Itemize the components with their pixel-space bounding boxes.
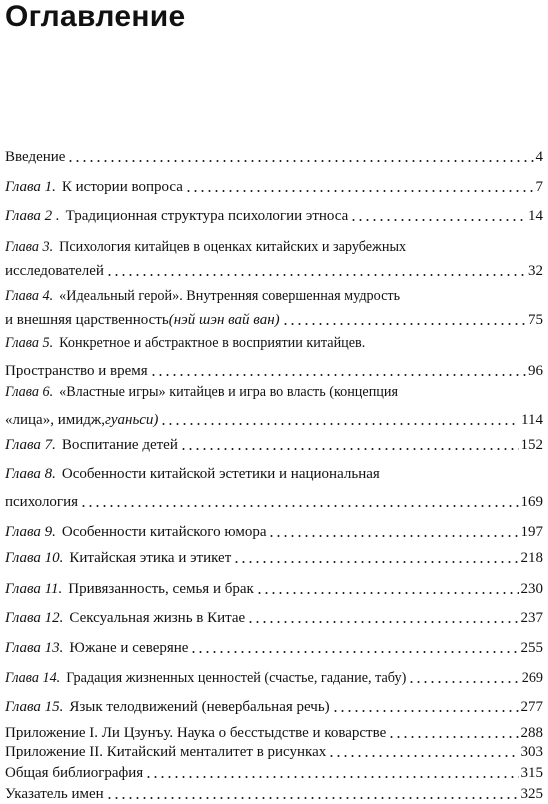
entry-title: Приложение II. Китайский менталитет в рисунках (5, 744, 327, 760)
toc-line (5, 177, 543, 197)
dot-leader (256, 591, 519, 595)
page-number: 325 (520, 786, 543, 802)
page-number: 169 (520, 494, 543, 510)
page-number: 197 (520, 524, 543, 540)
page-number: 152 (520, 437, 543, 453)
page-number: 4 (535, 149, 543, 165)
chapter-number: Глава 12. (5, 610, 64, 626)
chapter-number: Глава 6. (5, 384, 54, 400)
chapter-number: Глава 10. (5, 550, 64, 566)
dot-leader (247, 620, 518, 624)
entry-title: Психология китайцев в оценках китайских и зарубежных (59, 239, 407, 255)
page-number: 230 (520, 581, 543, 597)
chapter-number: Глава 3. (5, 239, 54, 255)
page-number: 114 (521, 412, 543, 428)
entry-title: Сексуальная жизнь в Китае (69, 610, 246, 626)
entry-title: исследователей (5, 263, 104, 279)
page-number: 269 (521, 670, 543, 686)
page-number: 7 (535, 179, 543, 195)
toc-line (5, 548, 543, 568)
dot-leader (328, 754, 518, 758)
toc-line (5, 286, 543, 306)
page-number: 14 (528, 208, 543, 224)
dot-leader (180, 447, 519, 451)
toc-line (5, 522, 543, 542)
toc-line (5, 579, 543, 599)
dot-leader (408, 680, 519, 684)
page-number: 255 (520, 640, 543, 656)
dot-leader (106, 796, 519, 800)
chapter-number: Глава 8. (5, 466, 56, 482)
chapter-number: Глава 15. (5, 699, 64, 715)
entry-title: Китайская этика и этикет (69, 550, 232, 566)
entry-title-italic: гуаньси) (105, 412, 159, 428)
entry-title: «Идеальный герой». Внутренняя совершенная мудрость (59, 288, 401, 304)
toc-line (5, 410, 543, 430)
entry-title: Градация жизненных ценностей (счастье, гадание, табу) (66, 670, 407, 686)
chapter-number: Глава 1. (5, 179, 56, 195)
toc-line (5, 310, 543, 330)
toc-line (5, 261, 543, 281)
toc-line (5, 742, 543, 762)
dot-leader (388, 735, 518, 739)
entry-title: Южане и северяне (69, 640, 189, 656)
dot-leader (350, 218, 526, 222)
page-number: 277 (520, 699, 543, 715)
dot-leader (190, 650, 518, 654)
toc-line (5, 361, 543, 381)
chapter-number: Глава 13. (5, 640, 64, 656)
page-number: 32 (528, 263, 543, 279)
page-number: 237 (520, 610, 543, 626)
entry-title: «лица», имидж, (5, 412, 105, 428)
toc-line (5, 638, 543, 658)
chapter-number: Глава 4. (5, 288, 54, 304)
page-number: 288 (520, 725, 543, 741)
toc-line (5, 147, 543, 167)
chapter-number: Глава 7. (5, 437, 56, 453)
dot-leader (80, 504, 518, 508)
page-number: 315 (520, 765, 543, 781)
chapter-number: Глава 9. (5, 524, 56, 540)
dot-leader (160, 422, 519, 426)
dot-leader (268, 534, 518, 538)
entry-title: Язык телодвижений (невербальная речь) (69, 699, 330, 715)
page-number: 303 (520, 744, 543, 760)
entry-title: Общая библиография (5, 765, 144, 781)
toc-line (5, 608, 543, 628)
entry-title: и внешняя царственность (5, 312, 169, 328)
page-number: 218 (520, 550, 543, 566)
dot-leader (185, 189, 534, 193)
dot-leader (282, 322, 526, 326)
chapter-number: Глава 2 . (5, 208, 60, 224)
dot-leader (67, 159, 533, 163)
dot-leader (332, 709, 519, 713)
entry-title: Традиционная структура психологии этноса (65, 208, 349, 224)
entry-title: Указатель имен (5, 786, 104, 802)
page-number: 75 (528, 312, 543, 328)
entry-title: Воспитание детей (61, 437, 178, 453)
entry-title: Приложение I. Ли Цзунъу. Наука о бесстыдстве и коварстве (5, 725, 387, 741)
toc-line (5, 464, 543, 484)
entry-title: «Властные игры» китайцев и игра во власть (концепция (59, 384, 398, 400)
toc-line (5, 784, 543, 804)
entry-title: К истории вопроса (61, 179, 183, 195)
toc-line (5, 492, 543, 512)
toc-line (5, 333, 543, 353)
chapter-number: Глава 11. (5, 581, 63, 597)
toc-line (5, 435, 543, 455)
entry-title: Конкретное и абстрактное в восприятии китайцев. (59, 335, 366, 351)
entry-title: Введение (5, 149, 66, 165)
toc-line (5, 763, 543, 783)
toc-line (5, 237, 543, 257)
toc-line (5, 723, 543, 743)
dot-leader (106, 273, 526, 277)
toc-line (5, 697, 543, 717)
chapter-number: Глава 5. (5, 335, 54, 351)
page-title: Оглавление (5, 0, 186, 33)
entry-title: Пространство и время (5, 363, 148, 379)
page-number: 96 (528, 363, 543, 379)
toc-line (5, 668, 543, 688)
chapter-number: Глава 14. (5, 670, 61, 686)
entry-title: психология (5, 494, 79, 510)
entry-title-italic: (нэй шэн вай ван) (168, 312, 280, 328)
dot-leader (233, 560, 518, 564)
dot-leader (150, 373, 526, 377)
entry-title: Особенности китайского юмора (61, 524, 267, 540)
toc-line (5, 382, 543, 402)
entry-title: Особенности китайской эстетики и национальная (61, 466, 380, 482)
dot-leader (145, 775, 518, 779)
toc-line (5, 206, 543, 226)
entry-title: Привязанность, семья и брак (68, 581, 254, 597)
